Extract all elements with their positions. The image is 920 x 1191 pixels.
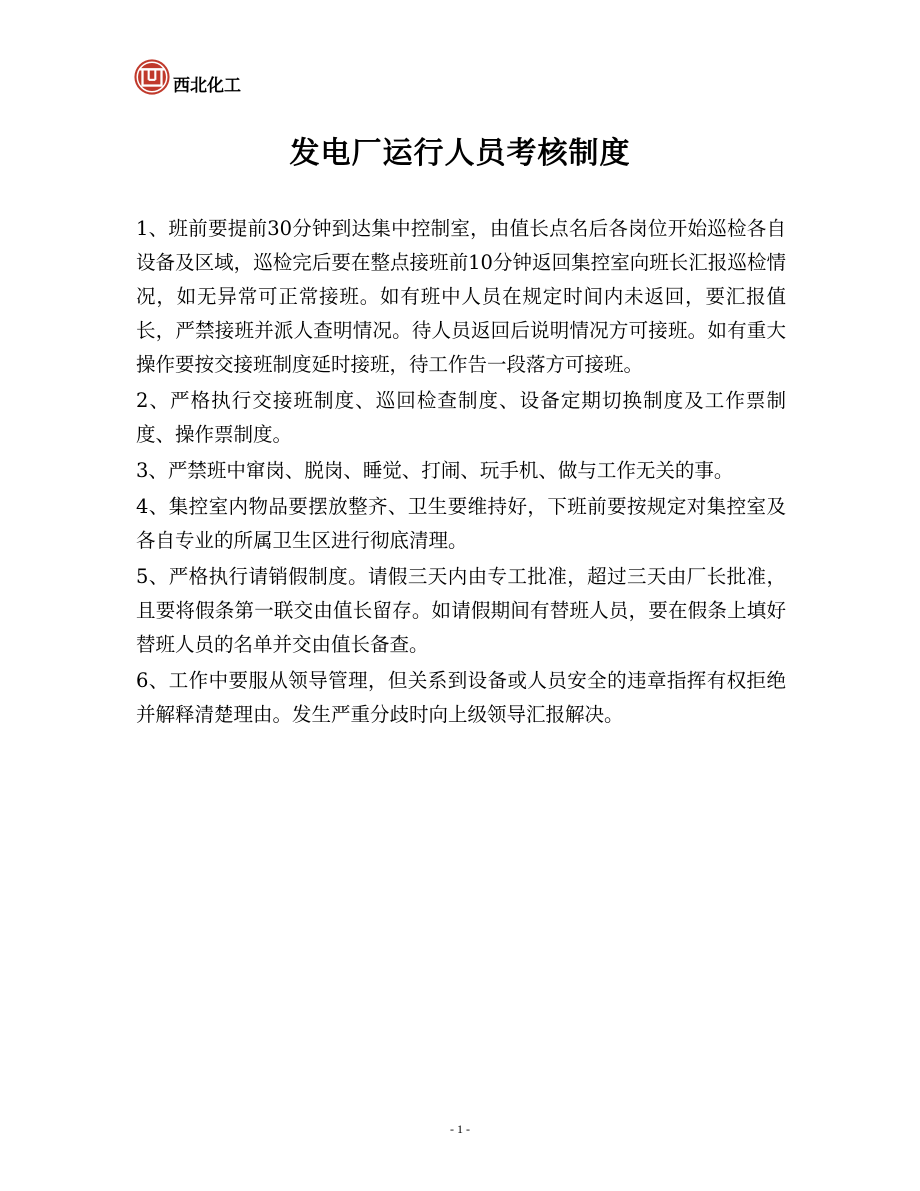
document-title: 发电厂运行人员考核制度 <box>289 136 631 171</box>
rule-paragraph-4: 4、集控室内物品要摆放整齐、卫生要维持好，下班前要按规定对集控室及各自专业的所属卫生区进行彻底清理。 <box>136 495 786 552</box>
company-name: 西北化工 <box>173 76 241 96</box>
rule-paragraph-5: 5、严格执行请销假制度。请假三天内由专工批准，超过三天由厂长批准，且要将假条第一联交由值长留存。如请假期间有替班人员，要在假条上填好替班人员的名单并交由值长备查。 <box>136 565 786 656</box>
rule-paragraph-3: 3、严禁班中窜岗、脱岗、睡觉、打闹、玩手机、做与工作无关的事。 <box>136 459 734 482</box>
document-header <box>133 52 241 96</box>
company-logo-icon <box>133 58 171 96</box>
rule-paragraph-1: 1、班前要提前30分钟到达集中控制室，由值长点名后各岗位开始巡检各自设备及区域，巡检完后要在整点接班前10分钟返回集控室向班长汇报巡检情况，如无异常可正常接班。如有班中人员在规定时间内未返回，要汇报值长，严禁接班并派人查明情况。待人员返回后说明情况方可接班。如有重大操作要按交接班制度延时接班，待工作告一段落方可接班。 <box>136 217 786 376</box>
document-body <box>136 212 786 734</box>
rule-paragraph-6: 6、工作中要服从领导管理，但关系到设备或人员安全的违章指挥有权拒绝并解释清楚理由。发生严重分歧时向上级领导汇报解决。 <box>136 669 786 726</box>
page-number: - 1 - <box>450 1122 470 1136</box>
rule-paragraph-2: 2、严格执行交接班制度、巡回检查制度、设备定期切换制度及工作票制度、操作票制度。 <box>136 389 786 446</box>
